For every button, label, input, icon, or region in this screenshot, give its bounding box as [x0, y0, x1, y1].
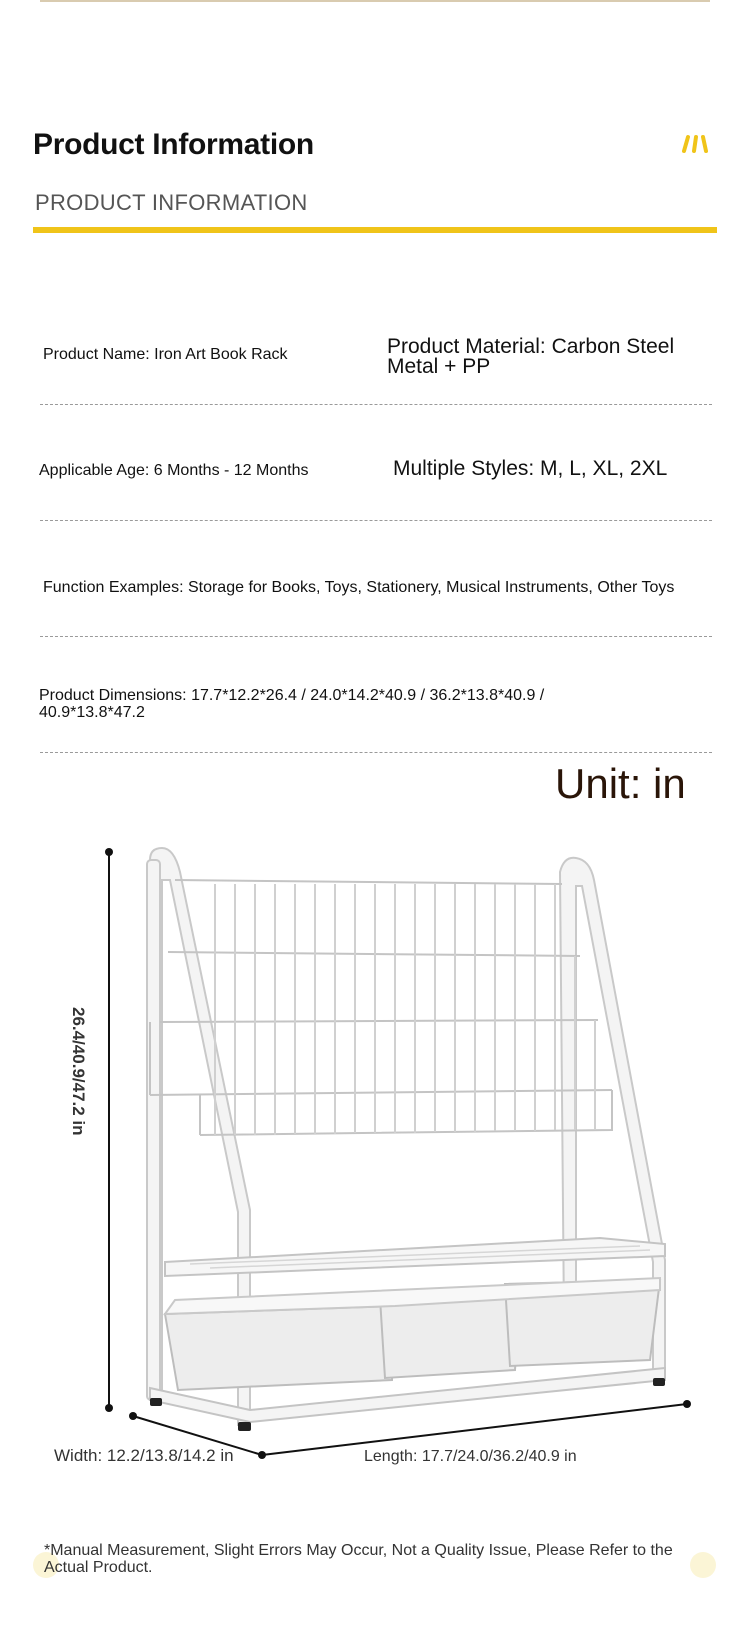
unit-label: Unit: in	[555, 760, 686, 807]
accent-rule	[33, 227, 717, 233]
top-divider	[40, 0, 710, 2]
spec-product-material: Product Material: Carbon Steel Metal + PP	[387, 335, 675, 378]
spec-multiple-styles: Multiple Styles: M, L, XL, 2XL	[393, 457, 668, 480]
yellow-slash-marks-icon	[680, 134, 712, 154]
dashed-divider	[40, 752, 712, 753]
spec-product-name: Product Name: Iron Art Book Rack	[43, 346, 288, 363]
length-dimension-label: Length: 17.7/24.0/36.2/40.9 in	[364, 1448, 577, 1465]
height-dimension-label: 26.4/40.9/47.2 in	[69, 1007, 88, 1136]
spec-function-examples: Function Examples: Storage for Books, Toys, Stationery, Musical Instruments, Other Toys	[43, 579, 675, 596]
spec-product-dimensions: Product Dimensions: 17.7*12.2*26.4 / 24.0*14.2*40.9 / 36.2*13.8*40.9 / 40.9*13.8*47.2	[39, 687, 545, 721]
spec-applicable-age: Applicable Age: 6 Months - 12 Months	[39, 462, 309, 479]
section-title: Product Information	[33, 128, 314, 161]
width-dimension-label: Width: 12.2/13.8/14.2 in	[54, 1446, 234, 1465]
section-subtitle: PRODUCT INFORMATION	[35, 190, 308, 215]
dashed-divider	[40, 404, 712, 405]
measurement-note: *Manual Measurement, Slight Errors May Occur, Not a Quality Issue, Please Refer to the Actual Product.	[44, 1542, 673, 1576]
white-metal-book-rack-with-storage-bins	[0, 820, 750, 1460]
dashed-divider	[40, 636, 712, 637]
dashed-divider	[40, 520, 712, 521]
